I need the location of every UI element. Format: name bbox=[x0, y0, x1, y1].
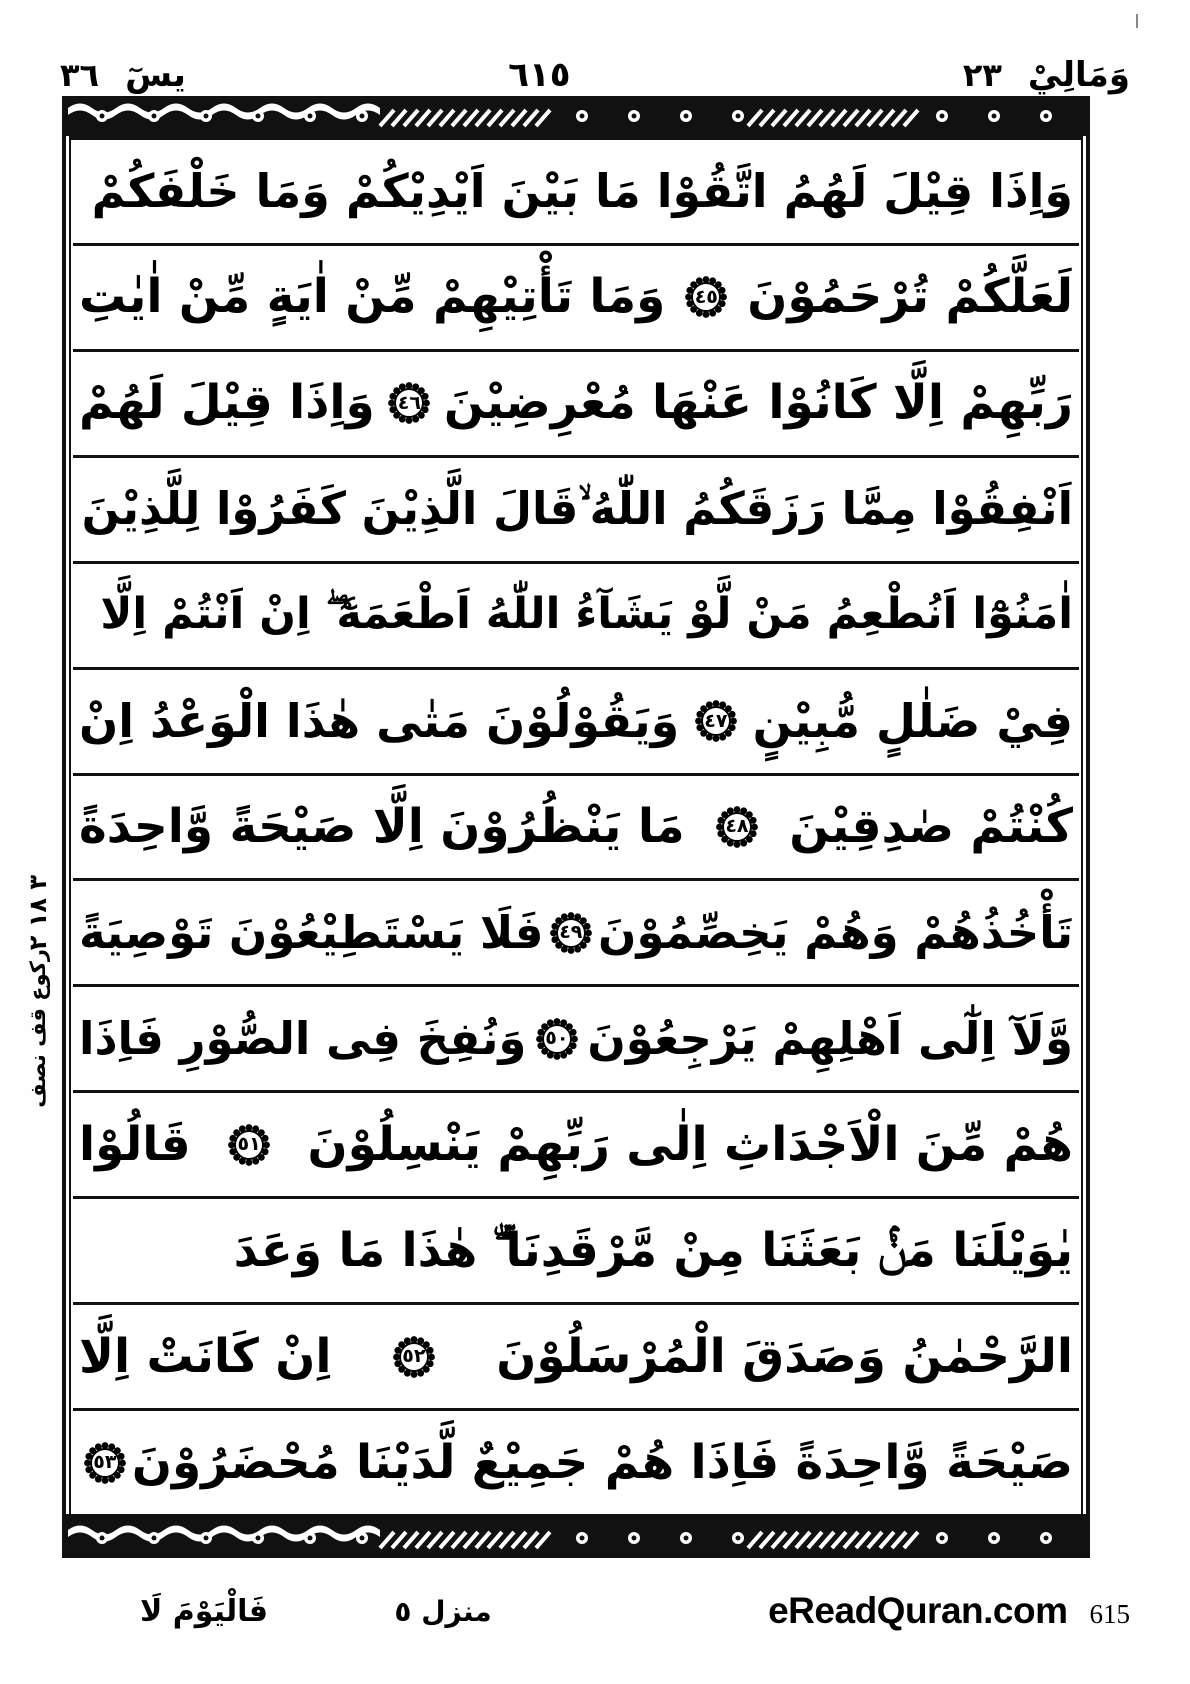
header-page-number-group bbox=[508, 55, 571, 95]
quran-text-segment: وَمَا تَأْتِيْهِمْ مِّنْ اٰيَةٍ مِّنْ اٰيٰتِ bbox=[79, 269, 666, 325]
quran-text-segment: اِنْ كَانَتْ اِلَّا bbox=[79, 1328, 332, 1384]
header-surah-group bbox=[60, 55, 186, 95]
quran-line bbox=[73, 670, 1079, 776]
quran-text-segment: يٰوَيْلَنَا مَنْۢ بَعَثَنَا مِنْ مَّرْقَدِنَا ۜۗ هٰذَا مَا وَعَدَ bbox=[233, 1222, 1073, 1278]
quran-line-content bbox=[79, 482, 1073, 536]
juz-name: وَمَالِيْ bbox=[1027, 55, 1130, 95]
frame-hairline-left bbox=[66, 136, 69, 1518]
brand-link[interactable]: eReadQuran.com bbox=[768, 1590, 1068, 1631]
margin-fraction bbox=[26, 875, 51, 950]
quran-line-content bbox=[79, 375, 1073, 431]
surah-name: يسٓ bbox=[125, 55, 186, 95]
margin-note-text: ركوع قف نصف bbox=[26, 949, 51, 1108]
quran-text-segment: اٰمَنُوْٓا اَنُطْعِمُ مَنْ لَّوْ يَشَآءُ اللّٰهُ اَطْعَمَهٗٓ ۖ اِنْ اَنْتُمْ اِلَّا bbox=[100, 589, 1073, 640]
quran-line bbox=[73, 1199, 1079, 1305]
quran-text-segment: صَيْحَةً وَّاحِدَةً فَاِذَا هُمْ جَمِيْعٌ لَّدَيْنَا مُحْضَرُوْنَ bbox=[131, 1434, 1073, 1490]
quran-line-content bbox=[79, 905, 1073, 959]
quran-line-content bbox=[79, 1011, 1073, 1065]
surah-number: ٣٦ bbox=[60, 56, 100, 94]
frame-hairline-right bbox=[1083, 136, 1086, 1518]
page-header bbox=[60, 34, 1130, 95]
quran-text-segment: تَأْخُذُهُمْ وَهُمْ يَخِصِّمُوْنَ bbox=[598, 905, 1073, 959]
quran-line bbox=[73, 987, 1079, 1093]
ayah-number: ٤٧ bbox=[704, 709, 728, 732]
ayah-number: ٤٨ bbox=[725, 815, 749, 838]
ayah-marker[interactable] bbox=[693, 698, 739, 744]
margin-fraction-mid: ١٨ bbox=[24, 897, 53, 928]
ornament-band-bottom bbox=[62, 1518, 1090, 1558]
folio-number: 615 bbox=[1089, 1599, 1130, 1629]
registration-tick bbox=[1136, 14, 1138, 28]
ayah-number: ٤٦ bbox=[397, 391, 421, 414]
quran-line-content bbox=[79, 693, 1073, 748]
page-footer bbox=[60, 1576, 1130, 1646]
quran-line-content bbox=[79, 1434, 1073, 1490]
text-frame bbox=[62, 96, 1090, 1558]
quran-text-segment: هُمْ مِّنَ الْاَجْدَاثِ اِلٰى رَبِّهِمْ يَنْسِلُوْنَ bbox=[307, 1116, 1073, 1172]
ayah-number: ٥١ bbox=[237, 1133, 261, 1156]
quran-line bbox=[73, 776, 1079, 882]
ayah-marker[interactable] bbox=[548, 910, 594, 956]
quran-line bbox=[73, 564, 1079, 670]
quran-line-content bbox=[79, 589, 1073, 640]
page-number-arabic: ٦١٥ bbox=[508, 55, 571, 95]
margin-fraction-bottom: ٢ bbox=[24, 935, 53, 951]
ayah-marker[interactable] bbox=[386, 380, 432, 426]
ayah-number: ٥٠ bbox=[545, 1027, 569, 1050]
quran-text-segment: مَا يَنْظُرُوْنَ اِلَّا صَيْحَةً وَّاحِدَةً bbox=[79, 799, 685, 855]
header-juz-group bbox=[962, 55, 1130, 95]
ayah-number: ٥٣ bbox=[93, 1451, 117, 1474]
manzil-marker: منزل ٥ bbox=[394, 1594, 492, 1628]
quran-text-segment: اَنْفِقُوْا مِمَّا رَزَقَكُمُ اللّٰهُ ۙقَالَ الَّذِيْنَ كَفَرُوْا لِلَّذِيْنَ bbox=[81, 482, 1073, 536]
ayah-marker[interactable] bbox=[82, 1440, 128, 1486]
ayah-marker[interactable] bbox=[226, 1122, 272, 1168]
quran-text-segment: وَيَقُوْلُوْنَ مَتٰى هٰذَا الْوَعْدُ اِنْ bbox=[79, 693, 680, 748]
juz-number: ٢٣ bbox=[962, 56, 1002, 94]
ayah-marker[interactable] bbox=[683, 274, 729, 320]
quran-line bbox=[73, 246, 1079, 352]
ayah-marker[interactable] bbox=[391, 1334, 437, 1380]
quran-line-content bbox=[79, 1222, 1073, 1278]
ayah-number: ٥٢ bbox=[402, 1345, 426, 1368]
quran-text-segment: فِيْ ضَلٰلٍ مُّبِيْنٍ bbox=[752, 693, 1073, 748]
ayah-number: ٤٩ bbox=[559, 921, 583, 944]
ayah-marker[interactable] bbox=[534, 1016, 580, 1062]
margin-fraction-top: ٣ bbox=[24, 874, 53, 890]
quran-line bbox=[73, 140, 1079, 246]
quran-line-content bbox=[79, 799, 1073, 855]
quran-text-segment: وَّلَآ اِلٰٓى اَهْلِهِمْ يَرْجِعُوْنَ bbox=[587, 1011, 1073, 1065]
quran-line-content bbox=[79, 1116, 1073, 1172]
quran-line-content bbox=[79, 1328, 1073, 1384]
footer-brand-group bbox=[768, 1590, 1130, 1632]
ayah-number: ٤٥ bbox=[694, 285, 718, 308]
margin-note bbox=[14, 874, 64, 1108]
quran-text-lines bbox=[73, 140, 1079, 1514]
quran-text-segment: وَاِذَا قِيْلَ لَهُمْ bbox=[79, 375, 375, 431]
ornament-band-top bbox=[62, 96, 1090, 136]
catchword: فَالْيَوْمَ لَا bbox=[140, 1593, 268, 1629]
quran-line bbox=[73, 352, 1079, 458]
quran-text-segment: الرَّحْمٰنُ وَصَدَقَ الْمُرْسَلُوْنَ bbox=[496, 1328, 1073, 1384]
quran-text-segment: وَاِذَا قِيْلَ لَهُمُ اتَّقُوْا مَا بَيْنَ اَيْدِيْكُمْ وَمَا خَلْفَكُمْ bbox=[91, 164, 1073, 218]
quran-text-segment: قَالُوْا bbox=[79, 1116, 191, 1172]
quran-line-content bbox=[79, 164, 1073, 218]
quran-line bbox=[73, 1411, 1079, 1514]
quran-text-segment: لَعَلَّكُمْ تُرْحَمُوْنَ bbox=[747, 269, 1073, 325]
quran-text-segment: فَلَا يَسْتَطِيْعُوْنَ تَوْصِيَةً bbox=[79, 905, 544, 959]
quran-line bbox=[73, 1093, 1079, 1199]
quran-line bbox=[73, 458, 1079, 564]
quran-line bbox=[73, 881, 1079, 987]
quran-line-content bbox=[79, 269, 1073, 325]
quran-text-segment: وَنُفِخَ فِى الصُّوْرِ فَاِذَا bbox=[79, 1011, 527, 1065]
quran-text-segment: كُنْتُمْ صٰدِقِيْنَ bbox=[789, 799, 1073, 855]
quran-text-segment: رَبِّهِمْ اِلَّا كَانُوْا عَنْهَا مُعْرِضِيْنَ bbox=[443, 375, 1073, 431]
quran-line bbox=[73, 1305, 1079, 1411]
ayah-marker[interactable] bbox=[714, 804, 760, 850]
